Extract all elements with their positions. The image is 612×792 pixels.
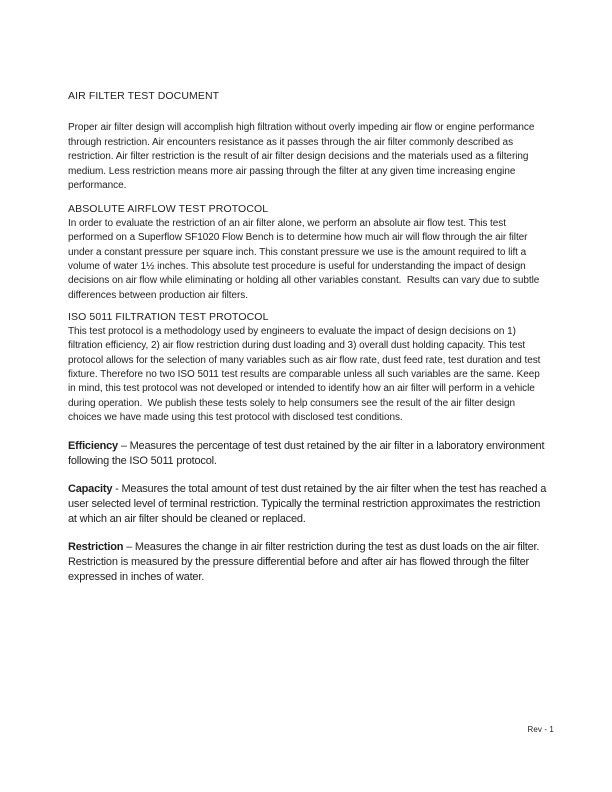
section-body-iso-5011: This test protocol is a methodology used by engineers to evaluate the impact of design decisions on 1) filtration efficiency, 2) air flow restriction during dust loading and 3) overall dust holding capacity. This test protocol allows for the selection of many variables such as air flow rate, dust feed rate, test duration and test fixture. Therefore no two ISO 5011 test results are comparable unless all such variables are the same. Keep in mind, this test protocol was not developed or intended to identify how an air filter will perform in a vehicle during operation. We publish these tests solely to help consumers see the result of the air filter design choices we have made using this test protocol with disclosed test conditions.	[68, 325, 544, 424]
definition-body-efficiency: – Measures the percentage of test dust retained by the air filter in a laboratory environment following the ISO 5011 protocol.	[68, 439, 548, 467]
section-heading-absolute-airflow: ABSOLUTE AIRFLOW TEST PROTOCOL	[68, 203, 269, 216]
definition-term-efficiency: Efficiency	[68, 439, 118, 452]
revision-footer: Rev - 1	[527, 725, 554, 734]
section-body-absolute-airflow: In order to evaluate the restriction of an air filter alone, we perform an absolute air flow test. This test performed on a Superflow SF1020 Flow Bench is to determine how much air will flow through the air filter under a constant pressure per square inch. This constant pressure we use is the amount required to lift a volume of water 1½ inches. This absolute test procedure is useful for understanding the impact of design decisions on air flow while eliminating or holding all other variables constant. Results can vary due to subtle differences between production air filters.	[68, 217, 543, 301]
definition-term-capacity: Capacity	[68, 482, 113, 495]
document-content	[68, 89, 550, 585]
definition-efficiency	[68, 439, 550, 469]
definition-body-capacity: - Measures the total amount of test dust retained by the air filter when the test has reached a user selected level of terminal restriction. Typically the terminal restriction approximates the restriction at which an air filter should be cleaned or replaced.	[68, 482, 550, 525]
definition-term-restriction: Restriction	[68, 540, 124, 553]
definition-capacity	[68, 482, 550, 527]
section-heading-iso-5011: ISO 5011 FILTRATION TEST PROTOCOL	[68, 311, 269, 324]
definition-restriction	[68, 540, 550, 585]
intro-paragraph: Proper air filter design will accomplish high filtration without overly impeding air flow or engine performance through restriction. Air encounters resistance as it passes through the air filter commonly described as restriction. Air filter restriction is the result of air filter design decisions and the materials used as a filtering medium. Less restriction means more air passing through the filter at any given time increasing engine performance.	[68, 122, 538, 192]
definition-body-restriction: – Measures the change in air filter restriction during the test as dust loads on the air filter. Restriction is measured by the pressure differential before and after air has flowed through the filter expressed in inches of water.	[68, 540, 543, 583]
page-title: AIR FILTER TEST DOCUMENT	[68, 90, 220, 102]
